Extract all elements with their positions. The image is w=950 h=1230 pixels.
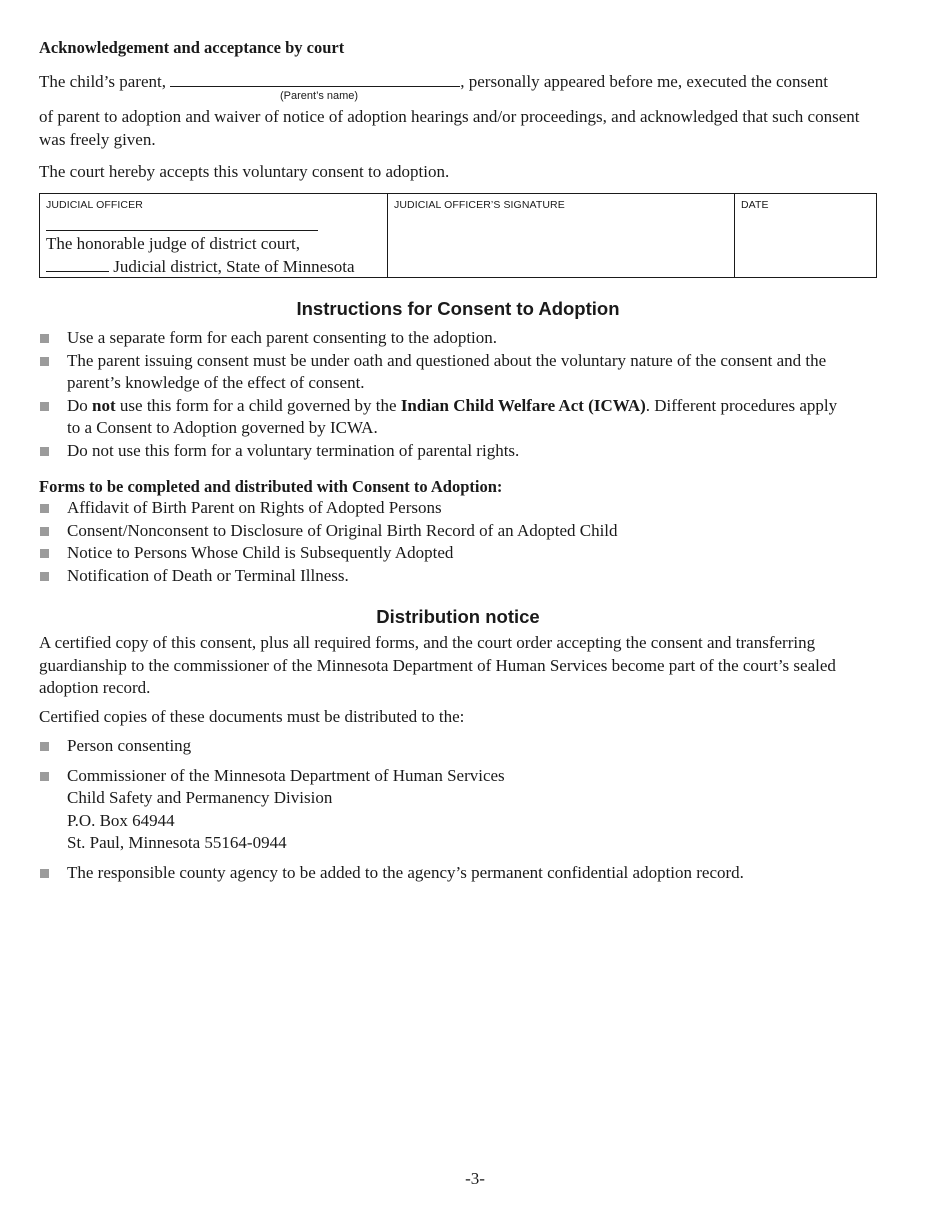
bullet-square-icon xyxy=(40,357,49,366)
judicial-officer-cell[interactable] xyxy=(40,194,388,278)
bullet-square-icon xyxy=(40,772,49,781)
bullet-square-icon xyxy=(40,527,49,536)
sentence-start: The child’s parent, xyxy=(39,72,166,91)
distribution-item: Person consenting xyxy=(39,735,849,758)
bullet-square-icon xyxy=(40,549,49,558)
bullet-square-icon xyxy=(40,869,49,878)
officer-title-line2 xyxy=(46,256,355,279)
distribution-list xyxy=(39,735,849,884)
bullet-square-icon xyxy=(40,334,49,343)
address-line: St. Paul, Minnesota 55164-0944 xyxy=(67,833,287,852)
bullet-square-icon xyxy=(40,742,49,751)
page-number: -3- xyxy=(465,1169,485,1188)
bullet-square-icon xyxy=(40,402,49,411)
date-label: DATE xyxy=(741,199,769,211)
judicial-signature-label: JUDICIAL OFFICER’S SIGNATURE xyxy=(394,199,565,211)
forms-heading: Forms to be completed and distributed with Consent to Adoption: xyxy=(39,477,503,496)
officer-district-text: Judicial district, State of Minnesota xyxy=(113,257,355,276)
officer-title-line1: The honorable judge of district court, xyxy=(46,234,300,253)
address-line: Commissioner of the Minnesota Department of Human Services xyxy=(67,765,505,785)
bullet-square-icon xyxy=(40,572,49,581)
bullet-square-icon xyxy=(40,447,49,456)
acknowledgement-sentence xyxy=(39,71,828,94)
form-item: Consent/Nonconsent to Disclosure of Original Birth Record of an Adopted Child xyxy=(39,520,849,543)
instruction-item: The parent issuing consent must be under oath and questioned about the voluntary nature of the consent and the parent’s knowledge of the effect of consent. xyxy=(39,350,849,395)
instructions-list xyxy=(39,327,849,462)
judicial-officer-label: JUDICIAL OFFICER xyxy=(46,199,143,211)
date-cell[interactable] xyxy=(735,194,877,278)
form-item: Affidavit of Birth Parent on Rights of Adopted Persons xyxy=(39,497,849,520)
address-line: Child Safety and Permanency Division xyxy=(67,788,333,807)
distribution-item xyxy=(39,765,849,855)
distribution-item: The responsible county agency to be added to the agency’s permanent confidential adoption record. xyxy=(39,862,849,885)
officer-name-line xyxy=(46,230,318,231)
acknowledgement-sentence-rest: of parent to adoption and waiver of notice of adoption hearings and/or proceedings, and acknowledged that such consent was freely given. xyxy=(39,107,860,149)
instruction-item: Do not use this form for a voluntary termination of parental rights. xyxy=(39,440,849,463)
signature-table xyxy=(39,193,877,278)
instructions-title: Instructions for Consent to Adoption xyxy=(296,298,620,319)
form-item: Notice to Persons Whose Child is Subsequently Adopted xyxy=(39,542,849,565)
acknowledgement-heading: Acknowledgement and acceptance by court xyxy=(39,38,345,57)
address-line: P.O. Box 64944 xyxy=(67,810,175,830)
form-item: Notification of Death or Terminal Illness. xyxy=(39,565,849,588)
instruction-item: Use a separate form for each parent consenting to the adoption. xyxy=(39,327,849,350)
judicial-district-field[interactable] xyxy=(46,257,109,272)
parent-name-label: (Parent’s name) xyxy=(280,90,359,102)
distribution-intro: Certified copies of these documents must be distributed to the: xyxy=(39,707,465,726)
bullet-square-icon xyxy=(40,504,49,513)
acceptance-statement: The court hereby accepts this voluntary consent to adoption. xyxy=(39,162,450,181)
forms-list xyxy=(39,497,849,587)
parent-name-field[interactable] xyxy=(170,72,460,87)
distribution-paragraph: A certified copy of this consent, plus all required forms, and the court order accepting the consent and transferring guardianship to the commissioner of the Minnesota Department of Human Services become part of the court’s sealed adoption record. xyxy=(39,633,836,697)
instruction-item: Do not use this form for a child governed by the Indian Child Welfare Act (ICWA). Different procedures apply to a Consent to Adoption governed by ICWA. xyxy=(39,395,849,440)
judicial-signature-cell[interactable] xyxy=(388,194,735,278)
sentence-continuation: , personally appeared before me, executed the consent xyxy=(460,72,828,91)
distribution-title: Distribution notice xyxy=(376,606,540,627)
